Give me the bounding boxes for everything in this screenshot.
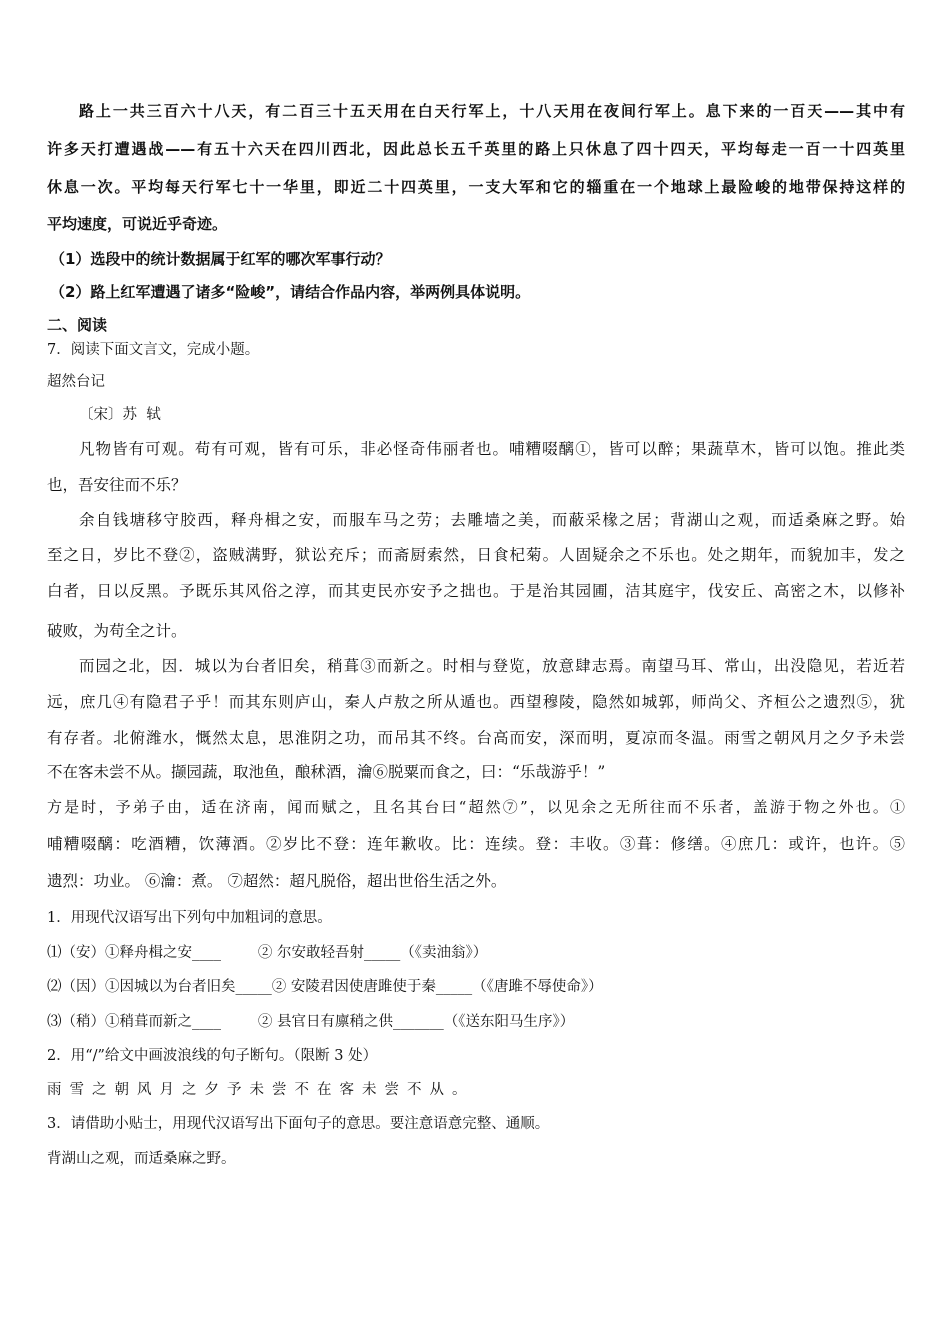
excerpt-line: 许多天打遭遇战——有五十六天在四川西北，因此总长五千英里的路上只休息了四十四天，平均每走一百一十四英里 [47, 140, 905, 158]
section-title: 二、阅读 [47, 316, 108, 334]
article-line: 也，吾安往而不乐？ [47, 476, 187, 494]
article-line: 远，庶几④有隐君子乎！而其东则庐山，秦人卢敖之所从遁也。西望穆陵，隐然如城郭，师尚父、齐桓公之遗烈⑤，犹 [47, 693, 905, 711]
footnote-line: 哺糟啜醨：吃酒糟，饮薄酒。②岁比不登：连年歉收。比：连续。登：丰收。③葺：修缮。④庶几：或许，也许。⑤ [47, 835, 905, 853]
question-1-item: ⑴（安）①释舟楫之安____ ② 尔安敢轻吾射_____（《卖油翁》） [47, 945, 488, 961]
question-2-sentence: 雨雪之朝风月之夕予未尝不在客未尝不从。 [47, 1082, 475, 1098]
article-line: 而园之北，因．城以为台者旧矣，稍葺③而新之。时相与登览，放意肆志焉。南望马耳、常山，出没隐见，若近若 [79, 657, 905, 675]
article-author: 〔宋〕苏 轼 [79, 407, 161, 423]
article-line: 凡物皆有可观。苟有可观，皆有可乐，非必怪奇伟丽者也。哺糟啜醨①，皆可以醉；果蔬草木，皆可以饱。推此类 [79, 440, 905, 458]
excerpt-line: 平均速度，可说近乎奇迹。 [47, 215, 228, 233]
article-line: 至之日，岁比不登②，盗贼满野，狱讼充斥；而斋厨索然，日食杞菊。人固疑余之不乐也。处之期年，而貌加丰，发之 [47, 546, 905, 564]
article-line: 余自钱塘移守胶西，释舟楫之安，而服车马之劳；去雕墙之美，而蔽采椽之居；背湖山之观，而适桑麻之野。始 [79, 511, 905, 529]
excerpt-line: 休息一次。平均每天行军七十一华里，即近二十四英里，一支大军和它的辎重在一个地球上最险峻的地带保持这样的 [47, 178, 905, 196]
question-1-title: 1．用现代汉语写出下列句中加粗词的意思。 [47, 910, 332, 926]
article-line: 不在客未尝不从。撷园蔬，取池鱼，酿秫酒，瀹⑥脱粟而食之，曰：“乐哉游乎！” [47, 763, 606, 781]
question-3-title: 3．请借助小贴士，用现代汉语写出下面句子的意思。要注意语意完整、通顺。 [47, 1116, 550, 1132]
question-1: （1）选段中的统计数据属于红军的哪次军事行动？ [50, 250, 391, 268]
article-line: 有存者。北俯潍水，慨然太息，思淮阴之功，而吊其不终。台高而安，深而明，夏凉而冬温。雨雪之朝风月之夕予未尝 [47, 729, 905, 747]
question-1-item: ⑶（稍）①稍葺而新之____ ② 县官日有廪稍之供_______（《送东阳马生序》） [47, 1014, 575, 1030]
excerpt-line: 路上一共三百六十八天，有二百三十五天用在白天行军上，十八天用在夜间行军上。息下来的一百天——其中有 [79, 102, 905, 120]
article-line: 破败，为苟全之计。 [47, 622, 187, 640]
question-2-title: 2．用“/”给文中画波浪线的句子断句。（限断 3 处） [47, 1048, 378, 1064]
question-7: 7．阅读下面文言文，完成小题。 [47, 342, 260, 358]
article-line: 白者，日以反黑。予既乐其风俗之淳，而其吏民亦安予之拙也。于是治其园圃，洁其庭宇，伐安丘、高密之木，以修补 [47, 582, 905, 600]
article-line: 方是时，予弟子由，适在济南，闻而赋之，且名其台曰“超然⑦”，以见余之无所往而不乐者，盖游于物之外也。① [47, 798, 905, 816]
article-title: 超然台记 [47, 374, 105, 390]
question-1-item: ⑵（因）①因城以为台者旧矣_____② 安陵君因使唐雎使于秦_____（《唐雎不辱使命》） [47, 979, 603, 995]
question-3-sentence: 背湖山之观，而适桑麻之野。 [47, 1151, 236, 1167]
question-2: （2）路上红军遭遇了诸多“险峻”，请结合作品内容，举两例具体说明。 [50, 283, 531, 301]
footnote-line: 遗烈：功业。 ⑥瀹：煮。 ⑦超然：超凡脱俗，超出世俗生活之外。 [47, 872, 507, 890]
